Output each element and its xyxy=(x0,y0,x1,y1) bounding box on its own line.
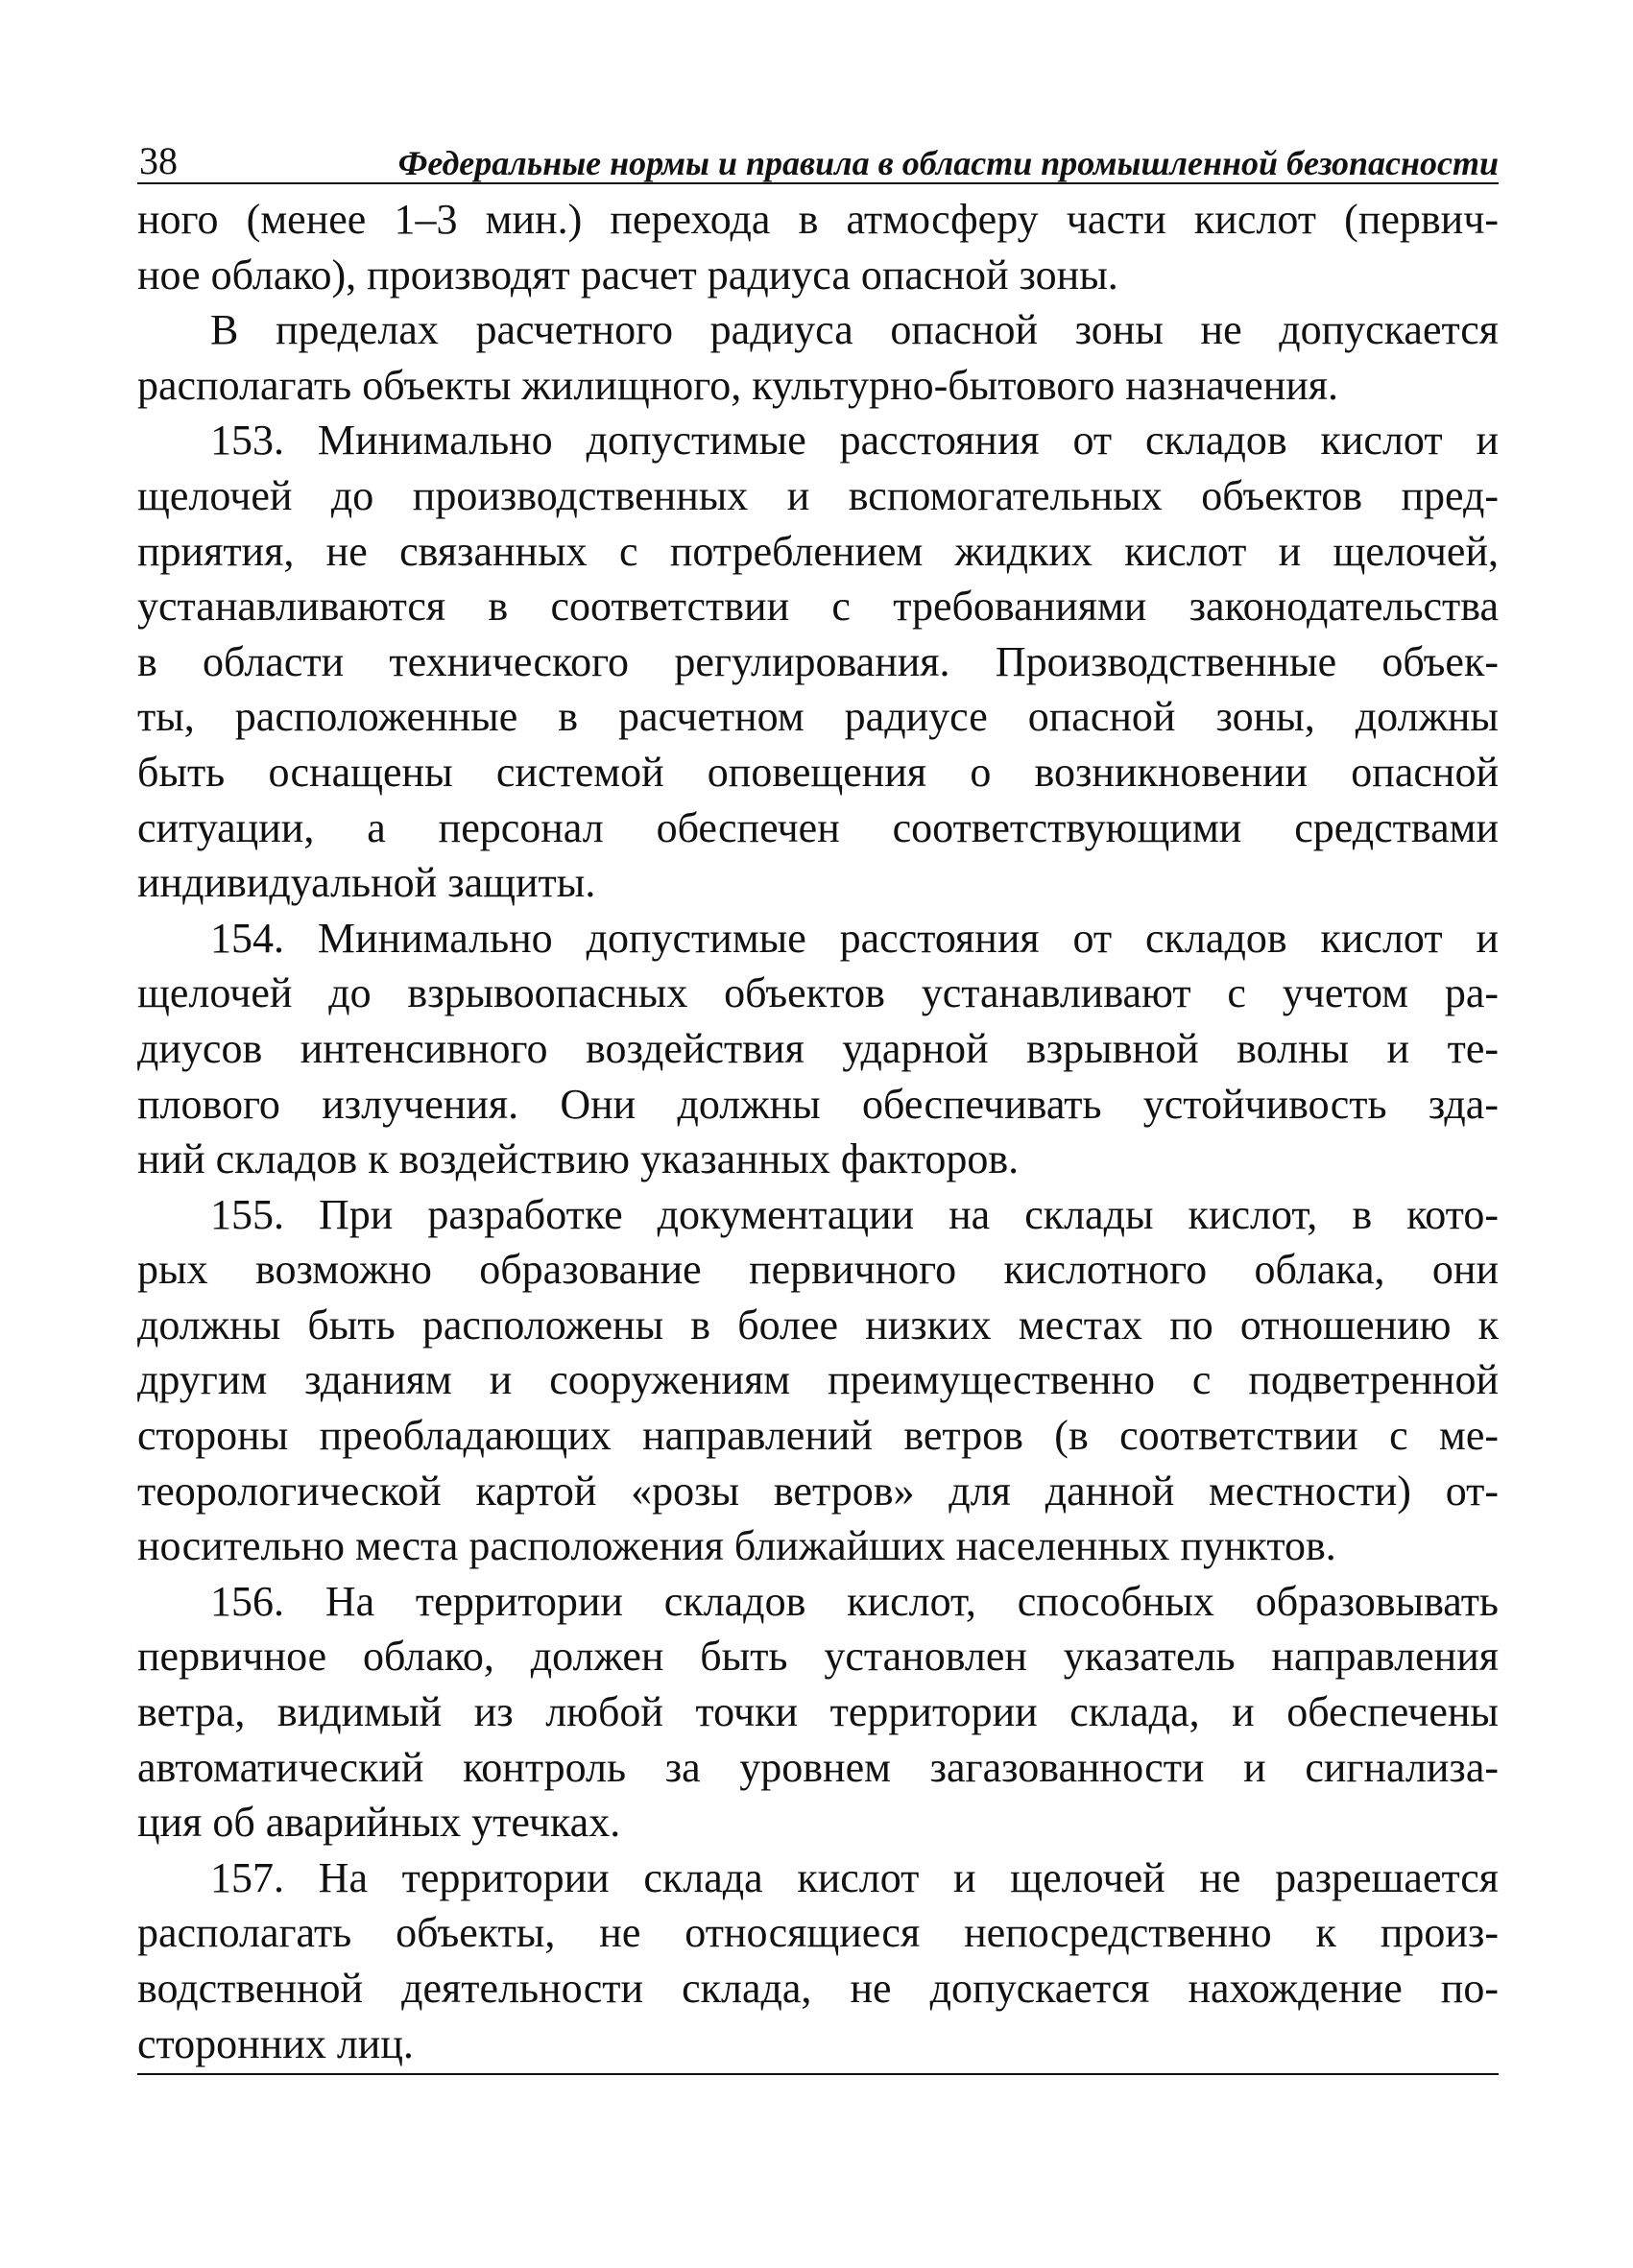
bottom-rule xyxy=(137,2073,1499,2075)
text-line: носительно места расположения ближайших населенных пунктов. xyxy=(137,1522,1336,1570)
text-line: ветра, видимый из любой точки территории склада, и обеспечены xyxy=(137,1688,1499,1736)
text-line: плового излучения. Они должны обеспечивать устойчивость зда- xyxy=(137,1080,1499,1128)
text-line: теорологической картой «розы ветров» для данной местности) от- xyxy=(137,1467,1499,1515)
text-line: В пределах расчетного радиуса опасной зоны не допускается xyxy=(210,306,1499,354)
text-line: щелочей до взрывоопасных объектов устанавливают с учетом ра- xyxy=(137,969,1499,1017)
paragraph xyxy=(137,1187,1499,1574)
text-line: 154. Минимально допустимые расстояния от складов кислот и xyxy=(210,914,1499,962)
running-head xyxy=(137,125,1499,184)
paragraph xyxy=(137,302,1499,413)
text-line: 157. На территории склада кислот и щелочей не разрешается xyxy=(210,1853,1499,1901)
paragraph xyxy=(137,413,1499,910)
paragraph xyxy=(137,911,1499,1187)
text-line: 156. На территории складов кислот, способных образовывать xyxy=(210,1577,1499,1625)
paragraph xyxy=(137,192,1499,302)
text-line: в области технического регулирования. Производственные объек- xyxy=(137,637,1499,685)
text-line: ное облако), производят расчет радиуса опасной зоны. xyxy=(137,251,1118,298)
text-line: щелочей до производственных и вспомогательных объектов пред- xyxy=(137,471,1499,519)
text-line: индивидуальной защиты. xyxy=(137,859,596,907)
text-line: ного (менее 1–3 мин.) перехода в атмосферу части кислот (первич- xyxy=(137,196,1499,243)
text-line: должны быть расположены в более низких местах по отношению к xyxy=(137,1301,1499,1349)
text-line: располагать объекты жилищного, культурно-бытового назначения. xyxy=(137,361,1339,409)
text-line: сторонних лиц. xyxy=(137,2019,414,2067)
text-line: быть оснащены системой оповещения о возникновении опасной xyxy=(137,748,1499,796)
text-line: 153. Минимально допустимые расстояния от складов кислот и xyxy=(210,417,1499,465)
document-page xyxy=(137,125,1499,2121)
paragraph xyxy=(137,1850,1499,2071)
text-line: устанавливаются в соответствии с требованиями законодательства xyxy=(137,583,1499,631)
text-line: стороны преобладающих направлений ветров (в соответствии с ме- xyxy=(137,1412,1499,1460)
page-number: 38 xyxy=(139,139,178,182)
text-line: ний складов к воздействию указанных факторов. xyxy=(137,1135,1020,1183)
text-line: рых возможно образование первичного кислотного облака, они xyxy=(137,1246,1499,1294)
paragraph xyxy=(137,1574,1499,1850)
text-line: приятия, не связанных с потреблением жидких кислот и щелочей, xyxy=(137,527,1499,575)
text-line: автоматический контроль за уровнем загазованности и сигнализа- xyxy=(137,1743,1499,1791)
text-line: располагать объекты, не относящиеся непосредственно к произ- xyxy=(137,1909,1499,1957)
text-line: 155. При разработке документации на склады кислот, в кото- xyxy=(210,1190,1499,1238)
text-line: первичное облако, должен быть установлен указатель направления xyxy=(137,1633,1499,1681)
text-line: ситуации, а персонал обеспечен соответствующими средствами xyxy=(137,803,1499,851)
body-text xyxy=(137,192,1499,2071)
text-line: ты, расположенные в расчетном радиусе опасной зоны, должны xyxy=(137,693,1499,741)
running-head-title: Федеральные нормы и правила в области промышленной безопасности xyxy=(397,144,1499,182)
text-line: другим зданиям и сооружениям преимущественно с подветренной xyxy=(137,1356,1499,1404)
text-line: диусов интенсивного воздействия ударной взрывной волны и те- xyxy=(137,1024,1499,1072)
text-line: ция об аварийных утечках. xyxy=(137,1799,621,1847)
text-line: водственной деятельности склада, не допускается нахождение по- xyxy=(137,1965,1499,2012)
